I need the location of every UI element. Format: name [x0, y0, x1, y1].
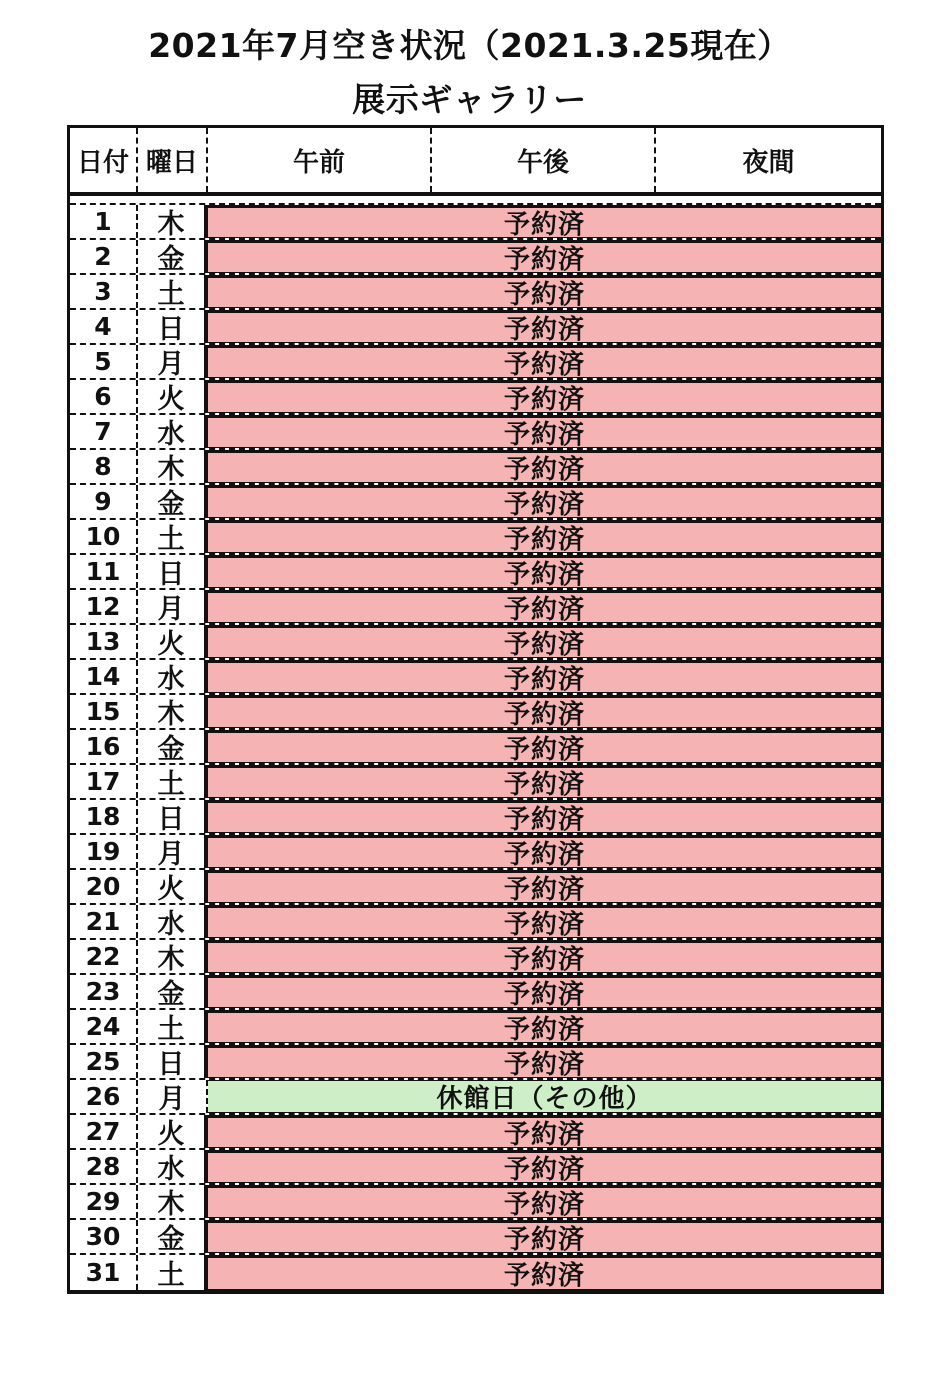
row-status-booked: 予約済 [208, 905, 881, 938]
row-day-of-week: 木 [138, 1185, 208, 1218]
row-status-booked: 予約済 [208, 730, 881, 763]
row-day-of-week: 木 [138, 205, 208, 238]
row-date: 15 [70, 695, 138, 728]
row-date: 27 [70, 1115, 138, 1148]
row-day-of-week: 月 [138, 590, 208, 623]
row-day-of-week: 木 [138, 940, 208, 973]
table-header [70, 128, 881, 196]
table-row [70, 940, 881, 975]
row-status-booked: 予約済 [208, 415, 881, 448]
row-date: 20 [70, 870, 138, 903]
row-day-of-week: 水 [138, 905, 208, 938]
row-date: 11 [70, 555, 138, 588]
header-morning: 午前 [208, 128, 432, 192]
table-row [70, 1010, 881, 1045]
table-row [70, 905, 881, 940]
row-day-of-week: 火 [138, 625, 208, 658]
table-row [70, 625, 881, 660]
row-day-of-week: 日 [138, 555, 208, 588]
table-row [70, 310, 881, 345]
row-day-of-week: 木 [138, 695, 208, 728]
row-day-of-week: 月 [138, 1080, 208, 1113]
row-day-of-week: 月 [138, 345, 208, 378]
header-afternoon: 午後 [432, 128, 656, 192]
table-row [70, 975, 881, 1010]
row-status-booked: 予約済 [208, 590, 881, 623]
row-day-of-week: 水 [138, 1150, 208, 1183]
table-row [70, 275, 881, 310]
row-status-booked: 予約済 [208, 835, 881, 868]
header-night: 夜間 [742, 147, 795, 178]
table-row [70, 730, 881, 765]
row-date: 1 [70, 205, 138, 238]
row-status-booked: 予約済 [208, 1255, 881, 1290]
row-date: 30 [70, 1220, 138, 1253]
header-date: 日付 [70, 128, 138, 192]
table-row [70, 1185, 881, 1220]
row-day-of-week: 木 [138, 450, 208, 483]
table-row [70, 870, 881, 905]
row-status-booked: 予約済 [208, 1220, 881, 1253]
page-subtitle: 展示ギャラリー [352, 80, 587, 119]
row-status-booked: 予約済 [208, 800, 881, 833]
row-day-of-week: 金 [138, 975, 208, 1008]
table-row [70, 1080, 881, 1115]
row-status-booked: 予約済 [208, 765, 881, 798]
row-date: 26 [70, 1080, 138, 1113]
row-status-booked: 予約済 [208, 1185, 881, 1218]
row-status-booked: 予約済 [208, 1150, 881, 1183]
row-status-booked: 予約済 [208, 695, 881, 728]
row-date: 19 [70, 835, 138, 868]
header-day-of-week: 曜日 [138, 128, 208, 192]
table-row [70, 555, 881, 590]
row-status-booked: 予約済 [208, 275, 881, 308]
row-status-booked: 予約済 [208, 520, 881, 553]
row-date: 29 [70, 1185, 138, 1218]
row-date: 4 [70, 310, 138, 343]
row-date: 25 [70, 1045, 138, 1078]
row-status-booked: 予約済 [208, 1045, 881, 1078]
row-day-of-week: 土 [138, 1255, 208, 1290]
row-date: 23 [70, 975, 138, 1008]
page-title: 2021年7月空き状況（2021.3.25現在） [148, 26, 791, 65]
row-date: 14 [70, 660, 138, 693]
header-gap [70, 196, 881, 205]
table-row [70, 1045, 881, 1080]
table-row [70, 590, 881, 625]
row-day-of-week: 金 [138, 485, 208, 518]
row-day-of-week: 火 [138, 380, 208, 413]
row-date: 18 [70, 800, 138, 833]
row-day-of-week: 月 [138, 835, 208, 868]
row-date: 3 [70, 275, 138, 308]
row-status-booked: 予約済 [208, 380, 881, 413]
row-date: 7 [70, 415, 138, 448]
row-day-of-week: 土 [138, 275, 208, 308]
row-status-booked: 予約済 [208, 660, 881, 693]
row-day-of-week: 金 [138, 1220, 208, 1253]
row-date: 10 [70, 520, 138, 553]
row-status-booked: 予約済 [208, 1010, 881, 1043]
row-day-of-week: 水 [138, 415, 208, 448]
table-row [70, 415, 881, 450]
table-row [70, 205, 881, 240]
row-day-of-week: 日 [138, 800, 208, 833]
table-row [70, 1255, 881, 1290]
row-status-booked: 予約済 [208, 205, 881, 238]
row-day-of-week: 火 [138, 1115, 208, 1148]
row-status-booked: 予約済 [208, 555, 881, 588]
table-row [70, 835, 881, 870]
table-row [70, 345, 881, 380]
table-row [70, 1150, 881, 1185]
row-date: 12 [70, 590, 138, 623]
row-date: 8 [70, 450, 138, 483]
table-row [70, 695, 881, 730]
row-date: 21 [70, 905, 138, 938]
row-date: 2 [70, 240, 138, 273]
row-day-of-week: 火 [138, 870, 208, 903]
row-day-of-week: 水 [138, 660, 208, 693]
table-row [70, 450, 881, 485]
table-row [70, 1220, 881, 1255]
row-day-of-week: 土 [138, 765, 208, 798]
row-status-booked: 予約済 [208, 975, 881, 1008]
row-date: 16 [70, 730, 138, 763]
table-row [70, 660, 881, 695]
row-status-closed: 休館日（その他） [208, 1080, 881, 1113]
row-status-booked: 予約済 [208, 870, 881, 903]
row-status-booked: 予約済 [208, 940, 881, 973]
row-status-booked: 予約済 [208, 240, 881, 273]
row-status-booked: 予約済 [208, 625, 881, 658]
row-date: 31 [70, 1255, 138, 1290]
row-day-of-week: 日 [138, 1045, 208, 1078]
row-status-booked: 予約済 [208, 450, 881, 483]
row-status-booked: 予約済 [208, 1115, 881, 1148]
row-day-of-week: 金 [138, 730, 208, 763]
table-row [70, 765, 881, 800]
row-date: 17 [70, 765, 138, 798]
table-row [70, 520, 881, 555]
table-body [70, 205, 881, 1290]
table-row [70, 1115, 881, 1150]
table-row [70, 485, 881, 520]
row-date: 13 [70, 625, 138, 658]
row-date: 24 [70, 1010, 138, 1043]
row-day-of-week: 土 [138, 520, 208, 553]
row-status-booked: 予約済 [208, 345, 881, 378]
availability-table [67, 125, 884, 1294]
table-row [70, 800, 881, 835]
row-day-of-week: 土 [138, 1010, 208, 1043]
row-date: 6 [70, 380, 138, 413]
row-day-of-week: 金 [138, 240, 208, 273]
row-date: 28 [70, 1150, 138, 1183]
row-date: 22 [70, 940, 138, 973]
row-date: 5 [70, 345, 138, 378]
row-date: 9 [70, 485, 138, 518]
table-row [70, 240, 881, 275]
row-day-of-week: 日 [138, 310, 208, 343]
row-status-booked: 予約済 [208, 485, 881, 518]
table-row [70, 380, 881, 415]
row-status-booked: 予約済 [208, 310, 881, 343]
